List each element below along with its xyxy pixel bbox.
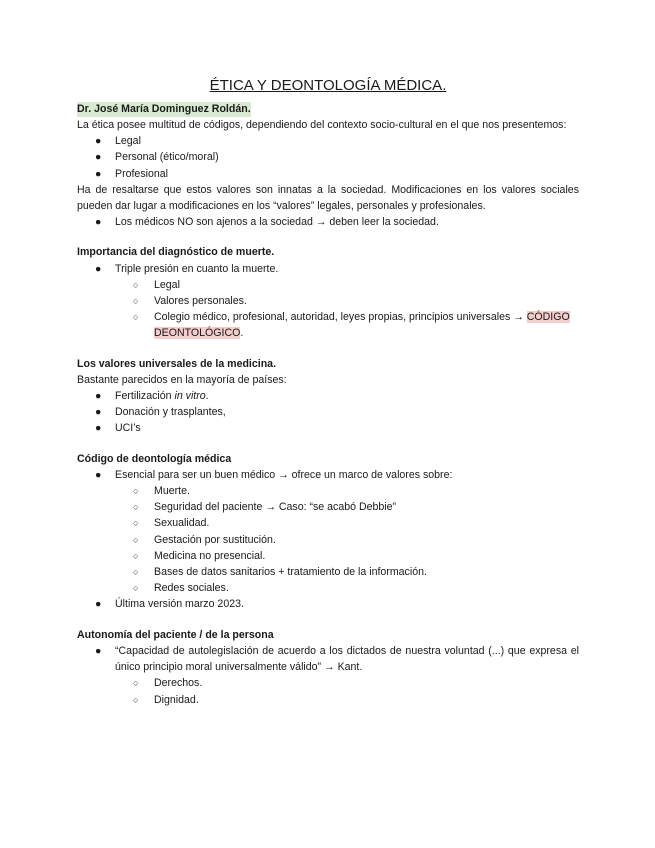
list-item: ● Donación y trasplantes, — [77, 404, 579, 420]
list-item: ● Última versión marzo 2023. — [77, 596, 579, 612]
intro-paragraph: La ética posee multitud de códigos, dependiendo del contexto socio-cultural en el que nos presentemos: — [77, 119, 567, 131]
sub-list-item: ○ Gestación por sustitución. — [77, 532, 579, 548]
bullet-icon: ● — [95, 151, 102, 164]
list-item: ● Triple presión en cuanto la muerte. — [77, 261, 579, 277]
list-item: ● UCI’s — [77, 420, 579, 436]
section-heading-codigo: Código de deontología médica — [77, 452, 232, 465]
list-item: ● “Capacidad de autolegislación de acuerdo a los dictados de nuestra voluntad (...) que expresa el único principio moral universalmente válido” → Kant. — [95, 644, 579, 674]
list-item: ● Fertilización in vitro. — [77, 388, 579, 404]
list-item: ● Legal — [77, 133, 579, 149]
document-page — [77, 76, 579, 708]
circle-bullet-icon: ○ — [133, 534, 139, 545]
document-title: ÉTICA Y DEONTOLOGÍA MÉDICA. — [209, 77, 447, 94]
values-paragraph: Ha de resaltarse que estos valores son innatas a la sociedad. Modificaciones en los valores sociales pueden dar lugar a modificaciones en los “valores” legales, personales y profesionales. — [77, 183, 579, 213]
sub-list-item: ○ Bases de datos sanitarios + tratamiento de la información. — [77, 564, 579, 580]
doctors-list — [77, 214, 579, 230]
codigo-list — [77, 467, 579, 613]
circle-bullet-icon: ○ — [133, 486, 139, 497]
circle-bullet-icon: ○ — [133, 518, 139, 529]
section-heading-diagnostico: Importancia del diagnóstico de muerte. — [77, 246, 275, 259]
bullet-icon: ● — [95, 644, 102, 657]
circle-bullet-icon: ○ — [133, 279, 139, 290]
highlighted-term: CÓDIGO DEONTOLÓGICO — [154, 311, 570, 340]
list-item: ● Profesional — [77, 166, 579, 182]
valores-list — [77, 388, 579, 437]
diagnostico-list — [77, 261, 579, 342]
bullet-icon: ● — [95, 390, 102, 403]
codes-list — [77, 133, 579, 182]
list-item: ● Personal (ético/moral) — [77, 149, 579, 165]
bullet-icon: ● — [95, 468, 102, 481]
circle-bullet-icon: ○ — [133, 550, 139, 561]
sub-list-item: ○ Sexualidad. — [77, 515, 579, 531]
sub-list-item: ○ Colegio médico, profesional, autoridad, leyes propias, principios universales → CÓDIGO DEONTOLÓGICO. — [133, 311, 570, 340]
autonomia-list — [77, 643, 579, 708]
sub-list-item: ○ Muerte. — [77, 483, 579, 499]
list-item: ● Esencial para ser un buen médico → ofrece un marco de valores sobre: — [77, 467, 579, 483]
bullet-icon: ● — [95, 598, 102, 611]
circle-bullet-icon: ○ — [133, 678, 139, 689]
bullet-icon: ● — [95, 422, 102, 435]
circle-bullet-icon: ○ — [133, 567, 139, 578]
circle-bullet-icon: ○ — [133, 583, 139, 594]
circle-bullet-icon: ○ — [133, 296, 139, 307]
section-heading-valores: Los valores universales de la medicina. — [77, 357, 277, 370]
sub-list-item: ○ Valores personales. — [77, 293, 579, 309]
circle-bullet-icon: ○ — [133, 502, 139, 513]
sub-list-item: ○ Redes sociales. — [77, 580, 579, 596]
bullet-icon: ● — [95, 167, 102, 180]
author-name: Dr. José María Dominguez Roldán. — [77, 103, 251, 115]
circle-bullet-icon: ○ — [133, 312, 139, 323]
circle-bullet-icon: ○ — [133, 694, 139, 705]
sub-list-item: ○ Seguridad del paciente → Caso: “se acabó Debbie” — [77, 499, 579, 515]
sub-list-item: ○ Medicina no presencial. — [77, 548, 579, 564]
section-heading-autonomia: Autonomía del paciente / de la persona — [77, 628, 274, 641]
sub-list-item: ○ Dignidad. — [77, 692, 579, 708]
bullet-icon: ● — [95, 216, 102, 229]
bullet-icon: ● — [95, 262, 102, 275]
sub-list-item: ○ Legal — [77, 277, 579, 293]
bullet-icon: ● — [95, 406, 102, 419]
sub-list-item: ○ Derechos. — [77, 675, 579, 691]
valores-intro: Bastante parecidos en la mayoría de países: — [77, 373, 287, 386]
bullet-icon: ● — [95, 135, 102, 148]
list-item: ● Los médicos NO son ajenos a la sociedad → deben leer la sociedad. — [77, 214, 579, 230]
